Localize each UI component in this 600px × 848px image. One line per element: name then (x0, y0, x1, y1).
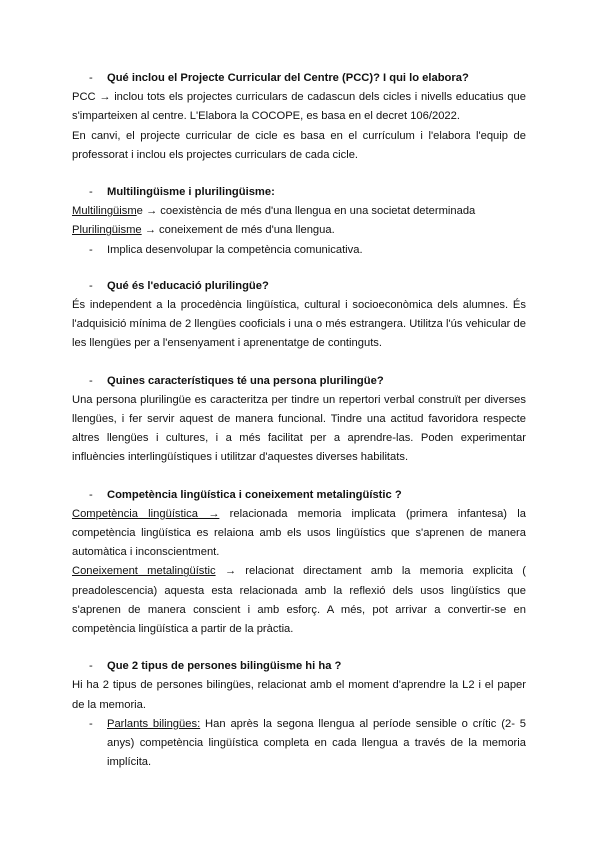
heading-text: Multilingüisme i plurilingüisme: (107, 186, 275, 199)
term-multilinguisme: Multilingüism (72, 205, 137, 218)
heading-text: Quines característiques té una persona plurilingüe? (107, 374, 384, 387)
paragraph-pcc-1: PCC → inclou tots els projectes curriculars de cadascun dels cicles i nivells educatius que s'imparteixen al centre. L'Elabora la COCOPE, es basa en el decret 106/2022. (72, 91, 526, 123)
term-coneixement-metalinguistic: Coneixement metalingüístic (72, 565, 216, 578)
heading-caracteristiques (72, 372, 526, 391)
definition-text: → coexistència de més d'una llengua en una societat determinada (142, 205, 476, 218)
heading-text: Competència lingüística i coneixement metalingüístic ? (107, 488, 402, 501)
list-item (72, 241, 526, 260)
dash-marker: - (89, 186, 93, 199)
term-plurilinguisme: Plurilingüisme (72, 224, 142, 237)
term-parlants-bilingues: Parlants bilingües: (107, 717, 201, 730)
definition-multilinguisme (72, 202, 526, 221)
paragraph-coneixement-metalinguistic (72, 562, 526, 639)
heading-pcc (72, 69, 526, 88)
dash-marker: - (89, 374, 93, 387)
heading-educacio-plurilingue (72, 277, 526, 296)
list-item-text: Implica desenvolupar la competència comunicativa. (107, 243, 363, 256)
heading-competencia (72, 486, 526, 505)
heading-tipus-bilinguisme (72, 657, 526, 676)
definition-text: relacionada memoria implicata (primera infantesa) la competència lingüística es relaiona amb els usos lingüístics que s'aprenen de manera automàtica i inconscientment. (72, 507, 526, 559)
dash-marker: - (89, 279, 93, 292)
heading-multilinguisme (72, 183, 526, 202)
dash-marker: - (89, 243, 93, 256)
heading-text: Qué és l'educació plurilingüe? (107, 279, 269, 292)
definition-text: → coneixement de més d'una llengua. (141, 224, 335, 237)
heading-text: Que 2 tipus de persones bilingüisme hi ha ? (107, 660, 342, 673)
term-tail: e (136, 205, 143, 218)
dash-marker: - (89, 72, 93, 84)
paragraph-caracteristiques: Una persona plurilingüe es caracteritza per tindre un repertori verbal construït per diverses llengües, i fer servir aquest de manera funcional. Tindre una actitud favoridora respecte altres llengües i cultures, i a més facilitat per a aprendre-las. Poden experimentar influències interlingüístiques i utilitzar d'aquestes diverses habilitats. (72, 393, 526, 464)
paragraph-tipus-bilinguisme: Hi ha 2 tipus de persones bilingües, relacionat amb el moment d'aprendre la L2 i el paper de la memoria. (72, 679, 526, 711)
list-item (72, 715, 526, 773)
dash-marker: - (89, 717, 93, 730)
definition-text: → relacionat directament amb la memoria explicita ( preadolescencia) aquesta esta relacionada amb la reflexió dels usos lingüístics que s'aprenen de manera conscient i amb esforç. A més, pot arrivar a convertir-se en competència lingüística a partir de la pràctia. (72, 565, 526, 636)
paragraph-pcc-2: En canvi, el projecte curricular de cicle es basa en el currículum i l'elabora l'equip de professorat i inclou els projectes curriculars de cada cicle. (72, 129, 526, 161)
definition-plurilinguisme (72, 221, 526, 240)
paragraph-educacio-plurilingue: És independent a la procedència lingüística, cultural i socioeconòmica dels alumnes. És l'adquisició mínima de 2 llengües cooficials i una o més estrangera. Utilitza l'ús vehicular de les llengües per a l'ensenyament i aprenentatge de continguts. (72, 299, 526, 350)
heading-text: Qué inclou el Projecte Curricular del Centre (PCC)? I qui lo elabora? (107, 72, 469, 84)
dash-marker: - (89, 488, 93, 501)
term-competencia-linguistica: Competència lingüística → (72, 507, 220, 520)
dash-marker: - (89, 660, 93, 673)
paragraph-competencia-linguistica (72, 505, 526, 563)
list-item-text: Han après la segona llengua al període sensible o crític (2- 5 anys) competència lingüística completa en cada llengua a través de la memoria implícita. (107, 717, 527, 769)
